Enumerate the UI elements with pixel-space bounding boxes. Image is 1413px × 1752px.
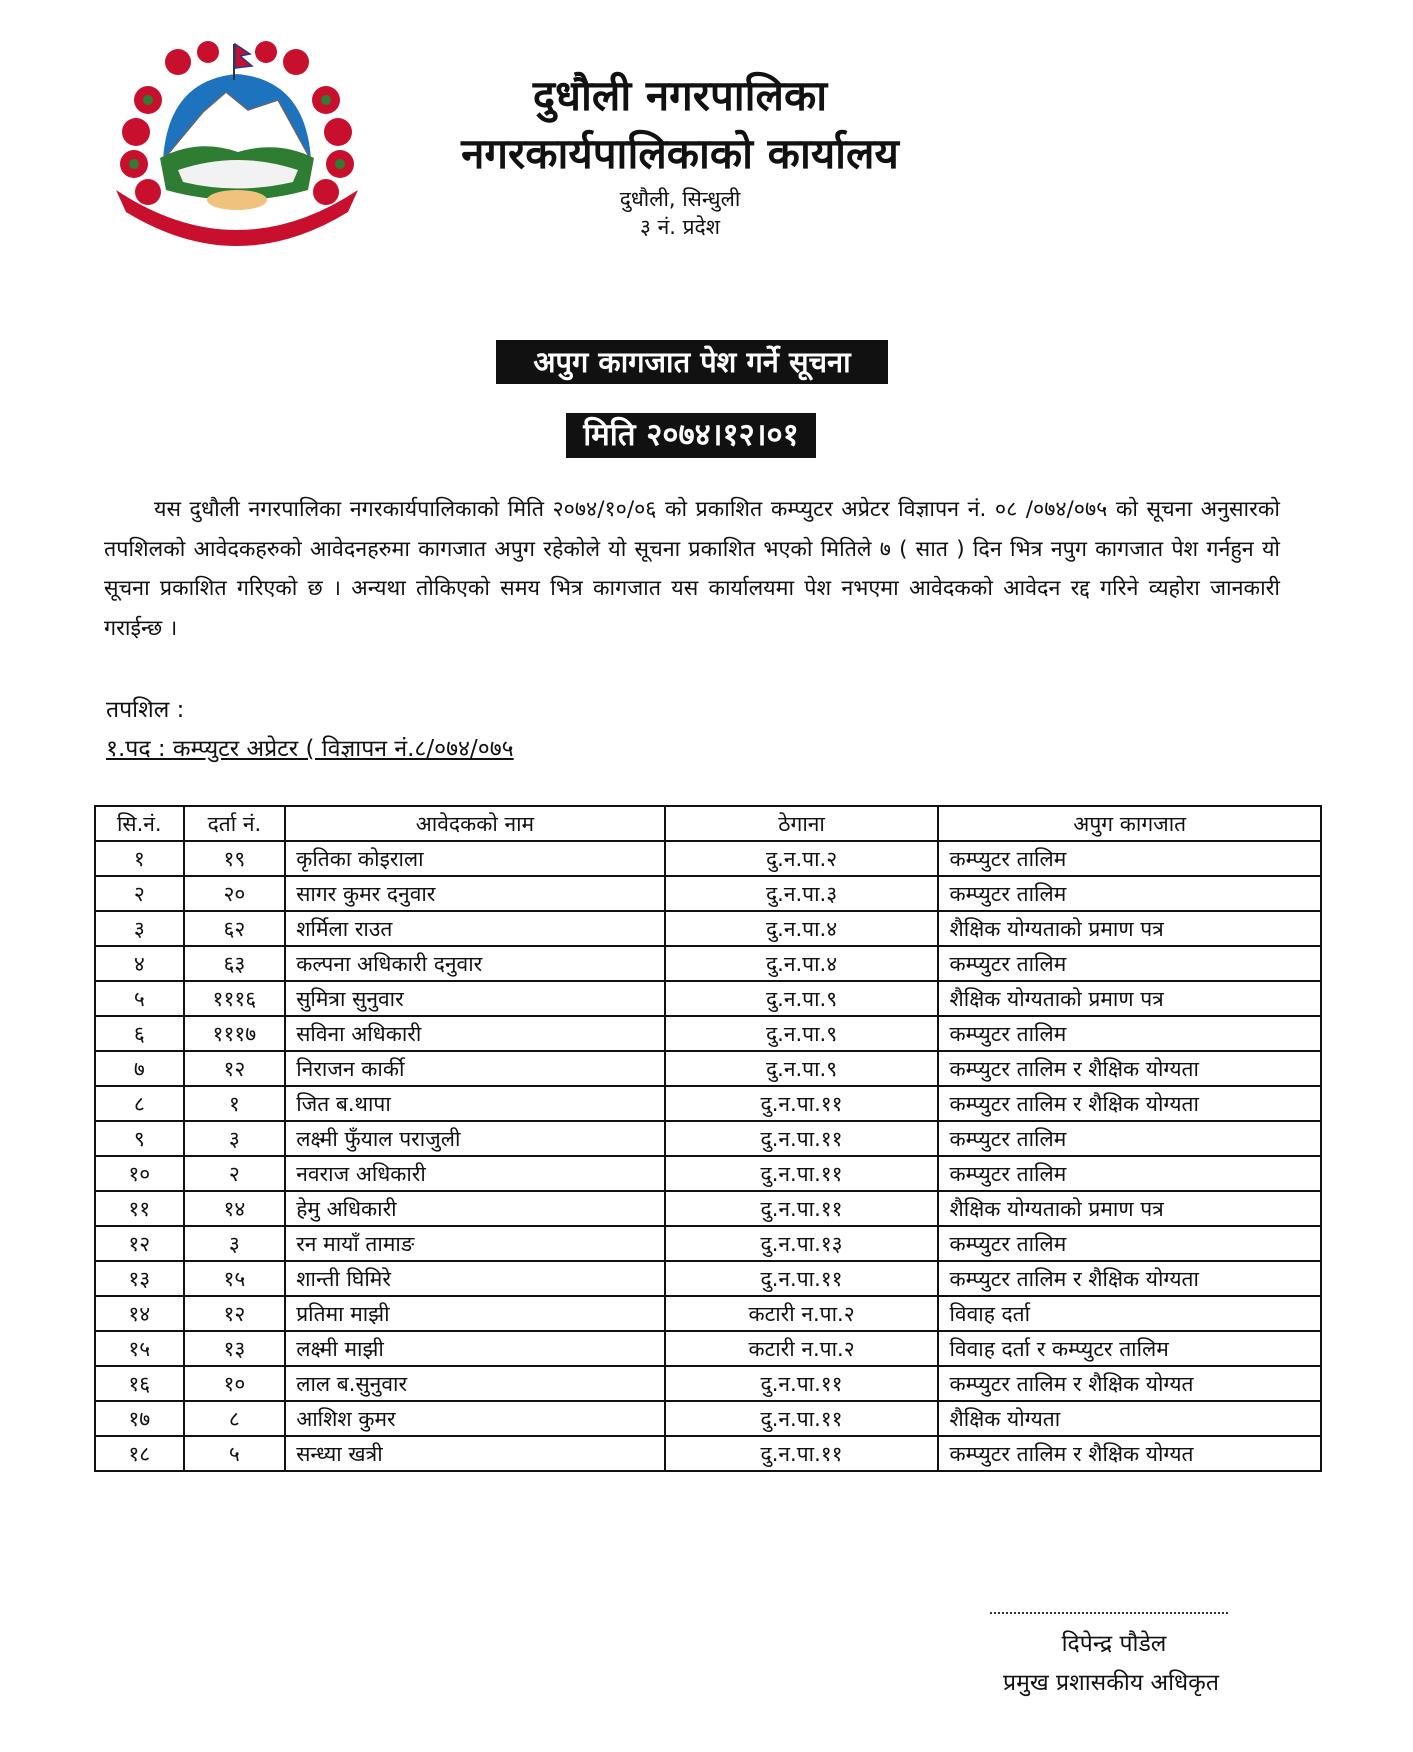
cell-missing-documents: कम्प्युटर तालिम र शैक्षिक योग्यता [938, 1261, 1321, 1296]
office-name: नगरकार्यपालिकाको कार्यालय [461, 129, 899, 178]
table-row [95, 876, 1321, 911]
cell-sn: ६ [95, 1016, 184, 1051]
cell-applicant-name: कृतिका कोइराला [285, 841, 664, 876]
table-row [95, 1261, 1321, 1296]
cell-missing-documents: शैक्षिक योग्यताको प्रमाण पत्र [938, 911, 1321, 946]
notice-title: अपुग कागजात पेश गर्ने सूचना [496, 340, 888, 384]
cell-reg-no: १५ [184, 1261, 286, 1296]
cell-reg-no: २० [184, 876, 286, 911]
table-row [95, 1331, 1321, 1366]
cell-address: कटारी न.पा.२ [665, 1296, 939, 1331]
table-body [95, 841, 1321, 1471]
nepal-flag-icon [235, 44, 252, 68]
cell-missing-documents: शैक्षिक योग्यता [938, 1401, 1321, 1436]
applicant-table [94, 805, 1322, 1472]
cell-missing-documents: कम्प्युटर तालिम र शैक्षिक योग्यत [938, 1436, 1321, 1471]
cell-address: दु.न.पा.१३ [665, 1226, 939, 1261]
cell-sn: ७ [95, 1051, 184, 1086]
cell-reg-no: १२ [184, 1051, 286, 1086]
cell-missing-documents: विवाह दर्ता [938, 1296, 1321, 1331]
cell-reg-no: २ [184, 1156, 286, 1191]
header-reg-no: दर्ता नं. [184, 806, 286, 841]
signatory-name: दिपेन्द्र पौडेल [1061, 1631, 1167, 1657]
cell-reg-no: ६३ [184, 946, 286, 981]
cell-applicant-name: प्रतिमा माझी [285, 1296, 664, 1331]
table-row [95, 1366, 1321, 1401]
cell-missing-documents: कम्प्युटर तालिम [938, 946, 1321, 981]
cell-applicant-name: सागर कुमर दनुवार [285, 876, 664, 911]
cell-address: दु.न.पा.११ [665, 1086, 939, 1121]
cell-sn: १८ [95, 1436, 184, 1471]
cell-applicant-name: सविना अधिकारी [285, 1016, 664, 1051]
office-address: दुधौली, सिन्धुली [619, 187, 741, 211]
notice-body: यस दुधौली नगरपालिका नगरकार्यपालिकाको मिति २०७४/१०/०६ को प्रकाशित कम्प्युटर अप्रेटर विज्ञापन नं. ०८ /०७४/०७५ को सूचना अनुसारको तपशिलको आवेदकहरुको आवेदनहरुमा कागजात अपुग रहेकोले यो सूचना प्रकाशित भएको मितिले ७ ( सात ) दिन भित्र नपुग कागजात पेश गर्नहुन यो सूचना प्रकाशित गरिएको छ । अन्यथा तोकिएको समय भित्र कागजात यस कार्यालयमा पेश नभएमा आवेदकको आवेदन रद्द गरिने व्यहोरा जानकारी गराईन्छ । [104, 497, 1280, 641]
header-missing-documents: अपुग कागजात [938, 806, 1321, 841]
cell-missing-documents: कम्प्युटर तालिम र शैक्षिक योग्यत [938, 1366, 1321, 1401]
cell-reg-no: १११७ [184, 1016, 286, 1051]
cell-sn: ८ [95, 1086, 184, 1121]
cell-sn: १ [95, 841, 184, 876]
cell-address: दु.न.पा.११ [665, 1191, 939, 1226]
cell-sn: १३ [95, 1261, 184, 1296]
cell-address: दु.न.पा.११ [665, 1401, 939, 1436]
cell-missing-documents: विवाह दर्ता र कम्प्युटर तालिम [938, 1331, 1321, 1366]
cell-sn: १२ [95, 1226, 184, 1261]
cell-reg-no: ६२ [184, 911, 286, 946]
cell-applicant-name: जित ब.थापा [285, 1086, 664, 1121]
cell-address: दु.न.पा.३ [665, 876, 939, 911]
cell-sn: २ [95, 876, 184, 911]
cell-missing-documents: शैक्षिक योग्यताको प्रमाण पत्र [938, 981, 1321, 1016]
table-row [95, 1191, 1321, 1226]
cell-address: कटारी न.पा.२ [665, 1331, 939, 1366]
cell-applicant-name: कल्पना अधिकारी दनुवार [285, 946, 664, 981]
cell-address: दु.न.पा.११ [665, 1121, 939, 1156]
table-row [95, 1436, 1321, 1471]
table-row [95, 1016, 1321, 1051]
cell-applicant-name: नवराज अधिकारी [285, 1156, 664, 1191]
cell-address: दु.न.पा.११ [665, 1261, 939, 1296]
cell-address: दु.न.पा.९ [665, 1051, 939, 1086]
cell-reg-no: १९ [184, 841, 286, 876]
cell-address: दु.न.पा.९ [665, 1016, 939, 1051]
table-row [95, 1156, 1321, 1191]
cell-sn: १० [95, 1156, 184, 1191]
cell-applicant-name: शान्ती घिमिरे [285, 1261, 664, 1296]
cell-applicant-name: सुमित्रा सुनुवार [285, 981, 664, 1016]
province: ३ नं. प्रदेश [640, 215, 720, 239]
cell-reg-no: ३ [184, 1121, 286, 1156]
cell-applicant-name: शर्मिला राउत [285, 911, 664, 946]
signature-line [990, 1612, 1228, 1614]
cell-sn: १७ [95, 1401, 184, 1436]
cell-applicant-name: आशिश कुमर [285, 1401, 664, 1436]
cell-reg-no: ५ [184, 1436, 286, 1471]
cell-sn: ५ [95, 981, 184, 1016]
notice-date: मिति २०७४।१२।०१ [566, 413, 816, 458]
cell-applicant-name: लाल ब.सुनुवार [285, 1366, 664, 1401]
table-row [95, 1051, 1321, 1086]
cell-sn: ९ [95, 1121, 184, 1156]
table-row [95, 1121, 1321, 1156]
header-applicant-name: आवेदकको नाम [285, 806, 664, 841]
cell-sn: ११ [95, 1191, 184, 1226]
header-sn: सि.नं. [95, 806, 184, 841]
cell-missing-documents: कम्प्युटर तालिम [938, 841, 1321, 876]
nepal-emblem [108, 40, 366, 255]
cell-reg-no: ३ [184, 1226, 286, 1261]
cell-address: दु.न.पा.११ [665, 1156, 939, 1191]
table-row [95, 1086, 1321, 1121]
tapsil-label: तपशिल : [106, 697, 185, 723]
cell-reg-no: १४ [184, 1191, 286, 1226]
cell-reg-no: १० [184, 1366, 286, 1401]
signatory-designation: प्रमुख प्रशासकीय अधिकृत [1003, 1670, 1219, 1696]
cell-address: दु.न.पा.२ [665, 841, 939, 876]
cell-missing-documents: कम्प्युटर तालिम र शैक्षिक योग्यता [938, 1086, 1321, 1121]
cell-reg-no: १११६ [184, 981, 286, 1016]
handshake-icon [207, 190, 267, 210]
cell-reg-no: ८ [184, 1401, 286, 1436]
cell-address: दु.न.पा.४ [665, 911, 939, 946]
cell-applicant-name: निराजन कार्की [285, 1051, 664, 1086]
table-row [95, 911, 1321, 946]
table-row [95, 946, 1321, 981]
cell-applicant-name: लक्ष्मी माझी [285, 1331, 664, 1366]
cell-reg-no: १ [184, 1086, 286, 1121]
cell-sn: ४ [95, 946, 184, 981]
cell-sn: ३ [95, 911, 184, 946]
cell-missing-documents: कम्प्युटर तालिम [938, 1121, 1321, 1156]
cell-applicant-name: सन्ध्या खत्री [285, 1436, 664, 1471]
cell-applicant-name: लक्ष्मी फुँयाल पराजुली [285, 1121, 664, 1156]
cell-address: दु.न.पा.९ [665, 981, 939, 1016]
cell-sn: १६ [95, 1366, 184, 1401]
header-address: ठेगाना [665, 806, 939, 841]
table-row [95, 1226, 1321, 1261]
post-line: १.पद : कम्प्युटर अप्रेटर ( विज्ञापन नं.८/०७४/०७५ [106, 736, 514, 762]
cell-applicant-name: रन मायाँ तामाङ [285, 1226, 664, 1261]
cell-missing-documents: कम्प्युटर तालिम [938, 876, 1321, 911]
cell-missing-documents: कम्प्युटर तालिम र शैक्षिक योग्यता [938, 1051, 1321, 1086]
cell-missing-documents: कम्प्युटर तालिम [938, 1016, 1321, 1051]
cell-address: दु.न.पा.११ [665, 1436, 939, 1471]
cell-missing-documents: शैक्षिक योग्यताको प्रमाण पत्र [938, 1191, 1321, 1226]
municipality-name: दुधौली नगरपालिका [532, 71, 828, 120]
cell-reg-no: १३ [184, 1331, 286, 1366]
cell-missing-documents: कम्प्युटर तालिम [938, 1226, 1321, 1261]
cell-missing-documents: कम्प्युटर तालिम [938, 1156, 1321, 1191]
cell-address: दु.न.पा.४ [665, 946, 939, 981]
cell-reg-no: १२ [184, 1296, 286, 1331]
table-row [95, 981, 1321, 1016]
cell-applicant-name: हेमु अधिकारी [285, 1191, 664, 1226]
table-row [95, 841, 1321, 876]
table-row [95, 1296, 1321, 1331]
cell-sn: १५ [95, 1331, 184, 1366]
table-header-row [95, 806, 1321, 841]
table-row [95, 1401, 1321, 1436]
cell-address: दु.न.पा.११ [665, 1366, 939, 1401]
cell-sn: १४ [95, 1296, 184, 1331]
